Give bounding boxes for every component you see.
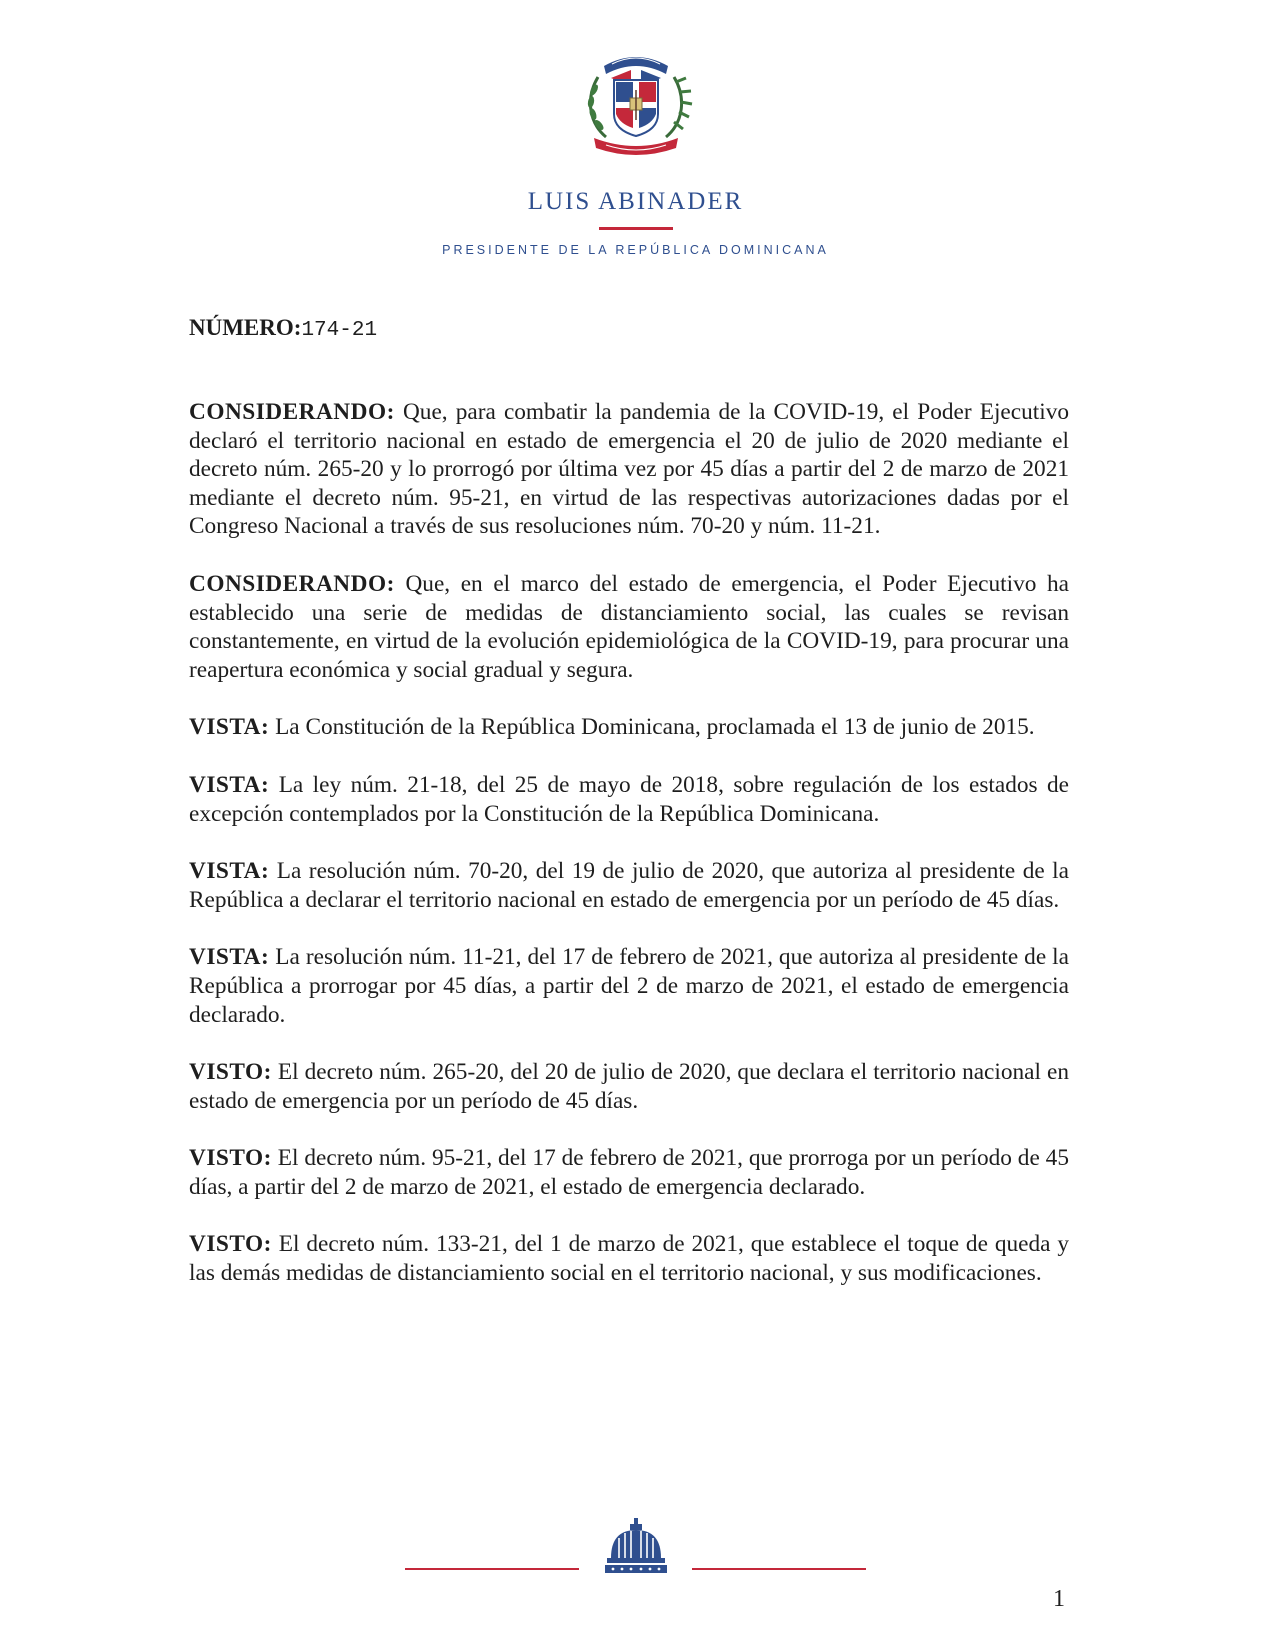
- footer-rule-right: [692, 1568, 866, 1570]
- decree-number: [189, 315, 377, 342]
- paragraph-keyword: VISTO:: [189, 1145, 272, 1172]
- paragraph: [189, 857, 1069, 914]
- paragraph-text: El decreto núm. 95-21, del 17 de febrero de 2021, que prorroga por un período de 45 días, a partir del 2 de marzo de 2021, el estado de emergencia declarado.: [189, 1145, 1069, 1200]
- paragraph-text: La Constitución de la República Dominicana, proclamada el 13 de junio de 2015.: [275, 714, 1035, 741]
- palace-dome-icon: [603, 1518, 669, 1576]
- paragraph-keyword: VISTO:: [189, 1059, 272, 1086]
- footer-rule-left: [405, 1568, 579, 1570]
- paragraph-text: La resolución núm. 70-20, del 19 de julio de 2020, que autoriza al presidente de la República a declarar el territorio nacional en estado de emergencia por un período de 45 días.: [189, 858, 1069, 913]
- paragraph-text: El decreto núm. 133-21, del 1 de marzo de 2021, que establece el toque de queda y las demás medidas de distanciamiento social en el territorio nacional, y sus modificaciones.: [189, 1231, 1069, 1287]
- paragraph-keyword: VISTA:: [189, 714, 270, 741]
- name-underline: [599, 227, 673, 230]
- president-title: PRESIDENTE DE LA REPÚBLICA DOMINICANA: [442, 243, 829, 257]
- paragraph: [189, 943, 1069, 1029]
- paragraph-text: La ley núm. 21-18, del 25 de mayo de 2018, sobre regulación de los estados de excepción contemplados por la Constitución de la República Dominicana.: [189, 771, 1069, 827]
- paragraph-text: Que, en el marco del estado de emergencia, el Poder Ejecutivo ha establecido una serie de medidas de distanciamiento social, las cuales se revisan constantemente, en virtud de la evolución epidemiológica de la COVID-19, para procurar una reapertura económica y social gradual y segura.: [189, 570, 1069, 683]
- paragraph: [189, 570, 1069, 684]
- coat-of-arms-icon: [576, 42, 696, 160]
- paragraph-keyword: CONSIDERANDO:: [189, 570, 395, 597]
- paragraph: [189, 1230, 1069, 1287]
- president-name: LUIS ABINADER: [527, 188, 744, 215]
- paragraph: [189, 1144, 1069, 1201]
- paragraph-text: Que, para combatir la pandemia de la COVID-19, el Poder Ejecutivo declaró el territorio nacional en estado de emergencia el 20 de julio de 2020 mediante el decreto núm. 265-20 y lo prorrogó por última vez por 45 días a partir del 2 de marzo de 2021 mediante el decreto núm. 95-21, en virtud de las respectivas autorizaciones dadas por el Congreso Nacional a través de sus resoluciones núm. 70-20 y núm. 11-21.: [189, 399, 1069, 540]
- paragraph-keyword: VISTA:: [189, 944, 270, 971]
- paragraph-keyword: CONSIDERANDO:: [189, 399, 395, 425]
- page-number: 1: [1053, 1586, 1065, 1612]
- paragraph-keyword: VISTO:: [189, 1231, 272, 1258]
- decree-number-value: 174-21: [301, 319, 378, 342]
- paragraph-keyword: VISTA:: [189, 858, 270, 885]
- paragraph: [189, 713, 1069, 742]
- paragraph: [189, 398, 1069, 541]
- paragraph-text: El decreto núm. 265-20, del 20 de julio de 2020, que declara el territorio nacional en estado de emergencia por un período de 45 días.: [189, 1059, 1069, 1114]
- decree-body: [189, 398, 1069, 1317]
- paragraph: [189, 1058, 1069, 1115]
- decree-number-label: NÚMERO:: [189, 315, 302, 340]
- paragraph-text: La resolución núm. 11-21, del 17 de febrero de 2021, que autoriza al presidente de la República a prorrogar por 45 días, a partir del 2 de marzo de 2021, el estado de emergencia declarado.: [189, 944, 1069, 1028]
- paragraph-keyword: VISTA:: [189, 771, 270, 798]
- paragraph: [189, 771, 1069, 828]
